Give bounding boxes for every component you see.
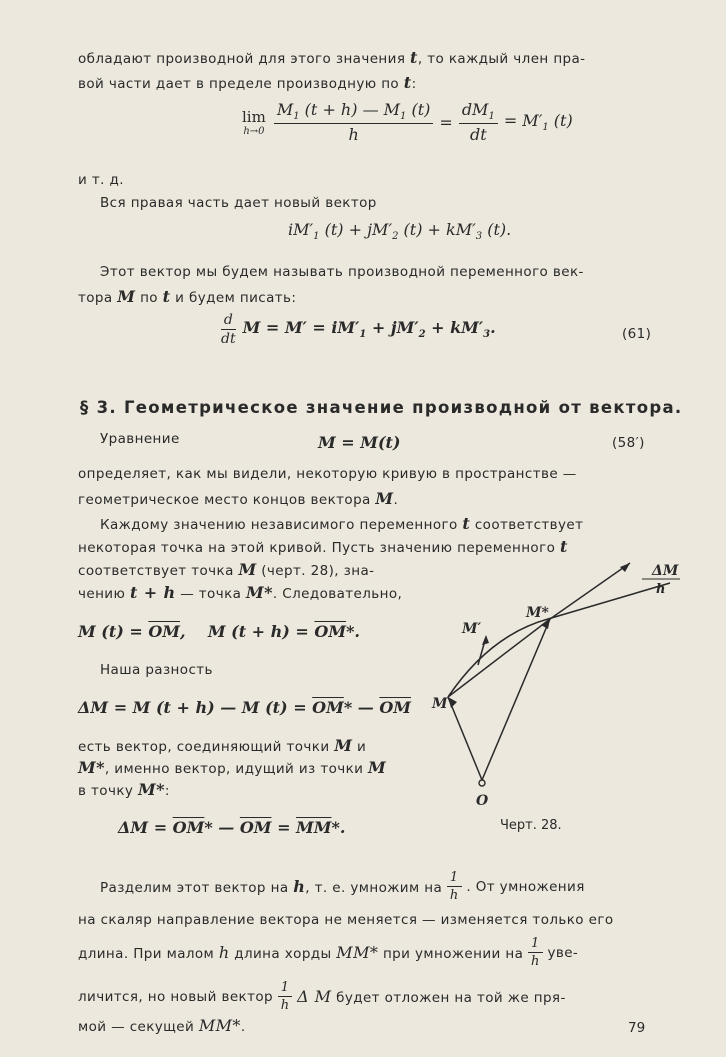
paragraph-7-line-4: личится, но новый вектор $\frac{1}{h}$ Δ M будет отложен на той же пря- [78,980,566,1013]
paragraph-3-line-2: тора M по t и будем писать: [78,287,297,306]
paragraph-5-line-2: некоторая точка на этой кривой. Пусть значению переменного t [78,537,568,556]
equation-58-label: (58′) [612,435,645,451]
limit-equation: lim h→0 $\frac{M_1 (t + h) — M_1 (t)}{h}$ = $\frac{dM_1}{dt}$ = $M'_1$ (t) [242,100,573,145]
chord-equation: $\Delta M = \overline{OM}*$ — $\overline{OM} = \overline{MM}*$. [118,818,346,837]
paragraph-1-line-1: обладают производной для этого значения t, то каждый член пра- [78,48,586,67]
equation-58: M = M(t) [318,433,401,452]
vector-om-star [482,619,550,780]
curve [448,583,670,697]
paragraph-7-line-5: мой — секущей MM*. [78,1016,246,1035]
equation-61: $\frac{d}{dt}$ $M = M' = iM'_1 + jM'_2 + kM'_3$. [221,312,496,347]
difference-intro: Наша разность [100,662,213,678]
itd-text: и т. д. [78,172,124,188]
paragraph-5-line-3: соответствует точка M (черт. 28), зна- [78,560,375,579]
label-M-prime: M′ [462,621,482,637]
secant-line [550,563,630,619]
page-number: 79 [628,1020,646,1036]
difference-equation: ΔM = M (t + h) — M $(t) = \overline{OM}*$ — $\overline{OM}$ [78,698,411,717]
label-h: h [656,582,666,597]
paragraph-7-line-2: на скаляр направление вектора не меняется — изменяется только его [78,912,614,928]
paragraph-4-line-1: определяет, как мы видели, некоторую кривую в пространстве — [78,466,577,482]
points-equation: M $(t) = \overline{OM}$, M $(t + h) = \overline{OM}*$. [78,622,360,641]
figure-28-diagram [430,555,710,815]
paragraph-6-line-2: M*, именно вектор, идущий из точки M [78,758,387,777]
equation-intro: Уравнение [100,431,180,447]
vector-om [448,697,482,780]
label-O: O [476,793,489,809]
paragraph-4-line-2: геометрическое место концов вектора M. [78,489,399,508]
paragraph-3-line-1: Этот вектор мы будем называть производной переменного век- [100,264,584,280]
paragraph-7-line-1: Разделим этот вектор на h, т. е. умножим на $\frac{1}{h}$ . От умножения [100,870,585,903]
equation-61-label: (61) [622,326,652,342]
label-delta-M: ΔM [652,563,679,579]
label-M-star: M* [526,605,549,621]
vector-equation: $iM'_1$ $(t) + jM'_2$ $(t) + kM'_3$ (t). [288,220,512,243]
paragraph-7-line-3: длина. При малом h длина хорды MM* при умножении на $\frac{1}{h}$ уве- [78,936,579,969]
section-heading: § 3. Геометрическое значение производной от вектора. [80,398,683,417]
paragraph-5-line-4: чению t + h — точка M*. Следовательно, [78,583,403,602]
paragraph-6-line-1: есть вектор, соединяющий точки M и [78,736,367,755]
origin-point [479,780,485,786]
paragraph-1-line-2: вой части дает в пределе производную по t: [78,73,417,92]
paragraph-5-line-1: Каждому значению независимого переменного t соответствует [100,514,584,533]
label-M: M [432,696,448,712]
paragraph-2: Вся правая часть дает новый вектор [100,195,377,211]
paragraph-6-line-3: в точку M*: [78,780,170,799]
figure-caption: Черт. 28. [500,818,562,833]
